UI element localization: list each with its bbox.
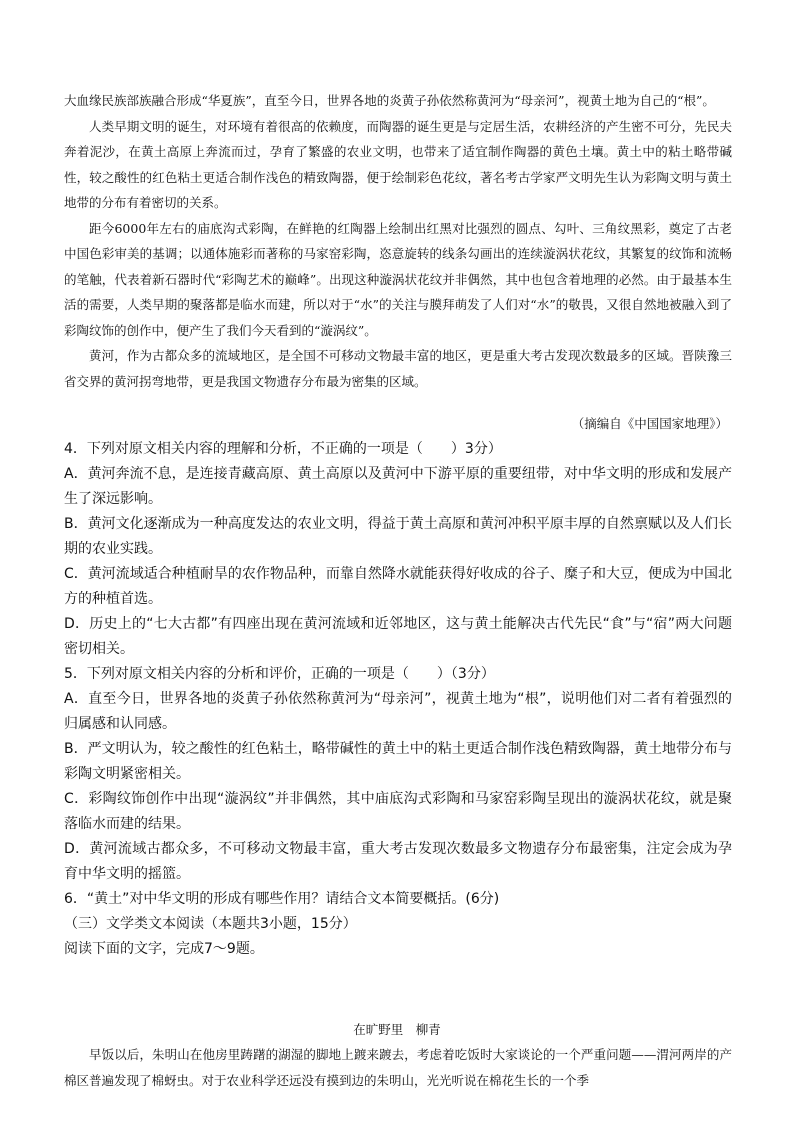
question-6: 6．“黄土”对中华文明的形成有哪些作用？请结合文本简要概括。(6分) xyxy=(64,891,500,907)
section-heading: （三）文学类文本阅读（本题共3小题，15分） xyxy=(64,916,357,932)
option-5b: B．严文明认为，较之酸性的红色粘土，略带碱性的黄土中的粘土更适合制作浅色精致陶器，黄土地带分布与彩陶文明紧密相关。 xyxy=(64,741,732,782)
question-block xyxy=(64,437,732,962)
option-5d: D．黄河流域古都众多，不可移动文物最丰富，重大考古发现次数最多文物遗存分布最密集，注定会成为孕育中华文明的摇篮。 xyxy=(64,841,732,882)
story-text xyxy=(64,1042,732,1093)
option-5a: A．直至今日，世界各地的炎黄子孙依然称黄河为“母亲河”，视黄土地为“根”，说明他们对二者有着强烈的归属感和认同感。 xyxy=(64,691,732,732)
option-4b: B．黄河文化逐渐成为一种高度发达的农业文明，得益于黄土高原和黄河冲积平原丰厚的自然禀赋以及人们长期的农业实践。 xyxy=(64,516,732,557)
passage-text xyxy=(64,88,732,394)
question-4: 4．下列对原文相关内容的理解和分析，不正确的一项是（ ）3分） xyxy=(64,441,502,457)
question-5: 5．下列对原文相关内容的分析和评价，正确的一项是（ ）（3分） xyxy=(64,666,495,682)
story-title: 在旷野里 柳青 xyxy=(353,1022,441,1037)
passage-paragraph: 大血缘民族部族融合形成“华夏族”，直至今日，世界各地的炎黄子孙依然称黄河为“母亲河”，视黄土地为自己的“根”。 xyxy=(64,93,715,108)
option-4a: A．黄河奔流不息，是连接青藏高原、黄土高原以及黄河中下游平原的重要纽带，对中华文明的形成和发展产生了深远影响。 xyxy=(64,466,732,507)
option-5c: C．彩陶纹饰创作中出现“漩涡纹”并非偶然，其中庙底沟式彩陶和马家窑彩陶呈现出的漩涡状花纹，就是聚落临水而建的结果。 xyxy=(64,791,732,832)
passage-paragraph: 黄河，作为古都众多的流域地区，是全国不可移动文物最丰富的地区，更是重大考古发现次数最多的区域。晋陕豫三省交界的黄河拐弯地带，更是我国文物遗存分布最为密集的区域。 xyxy=(64,348,732,389)
reading-instruction: 阅读下面的文字，完成7～9题。 xyxy=(64,941,264,957)
passage-source: （摘编自《中国国家地理》） xyxy=(571,416,728,431)
option-4d: D．历史上的“七大古都”有四座出现在黄河流域和近邻地区，这与黄土能解决古代先民“食”与“宿”两大问题密切相关。 xyxy=(64,616,732,657)
passage-paragraph: 人类早期文明的诞生，对环境有着很高的依赖度，而陶器的诞生更是与定居生活，农耕经济的产生密不可分，先民夫奔着泥沙，在黄土高原上奔流而过，孕育了繁盛的农业文明，也带来了适宜制作陶器的黄色土壤。黄土中的粘土略带碱性，较之酸性的红色粘土更适合制作浅色的精致陶器，便于绘制彩色花纹，著名考古学家严文明先生认为彩陶文明与黄土地带的分布有着密切的关系。 xyxy=(64,118,732,210)
story-paragraph: 早饭以后，朱明山在他房里踌躇的湖湿的脚地上踱来踱去，考虑着吃饭时大家谈论的一个严重问题——渭河两岸的产棉区普遍发现了棉蚜虫。对于农业科学还远没有摸到边的朱明山，光光听说在棉花生长的一个季 xyxy=(64,1047,732,1088)
option-4c: C．黄河流域适合种植耐旱的农作物品种，而靠自然降水就能获得好收成的谷子、糜子和大豆，便成为中国北方的种植首选。 xyxy=(64,566,732,607)
passage-paragraph: 距今6000年左右的庙底沟式彩陶，在鲜艳的红陶器上绘制出红黑对比强烈的圆点、勾叶、三角纹黑彩，奠定了古老中国色彩审美的基调；以通体施彩而著称的马家窑彩陶，恣意旋转的线条勾画出的连续漩涡状花纹，其繁复的纹饰和流畅的笔触，代表着新石器时代“彩陶艺术的巅峰”。出现这种漩涡状花纹并非偶然，其中也包含着地理的必然。由于最基本生活的需要，人类早期的聚落都是临水而建，所以对于“水”的关注与膜拜萌发了人们对“水”的敬畏，又很自然地被融入到了彩陶纹饰的创作中，便产生了我们今天看到的“漩涡纹”。 xyxy=(64,220,732,338)
